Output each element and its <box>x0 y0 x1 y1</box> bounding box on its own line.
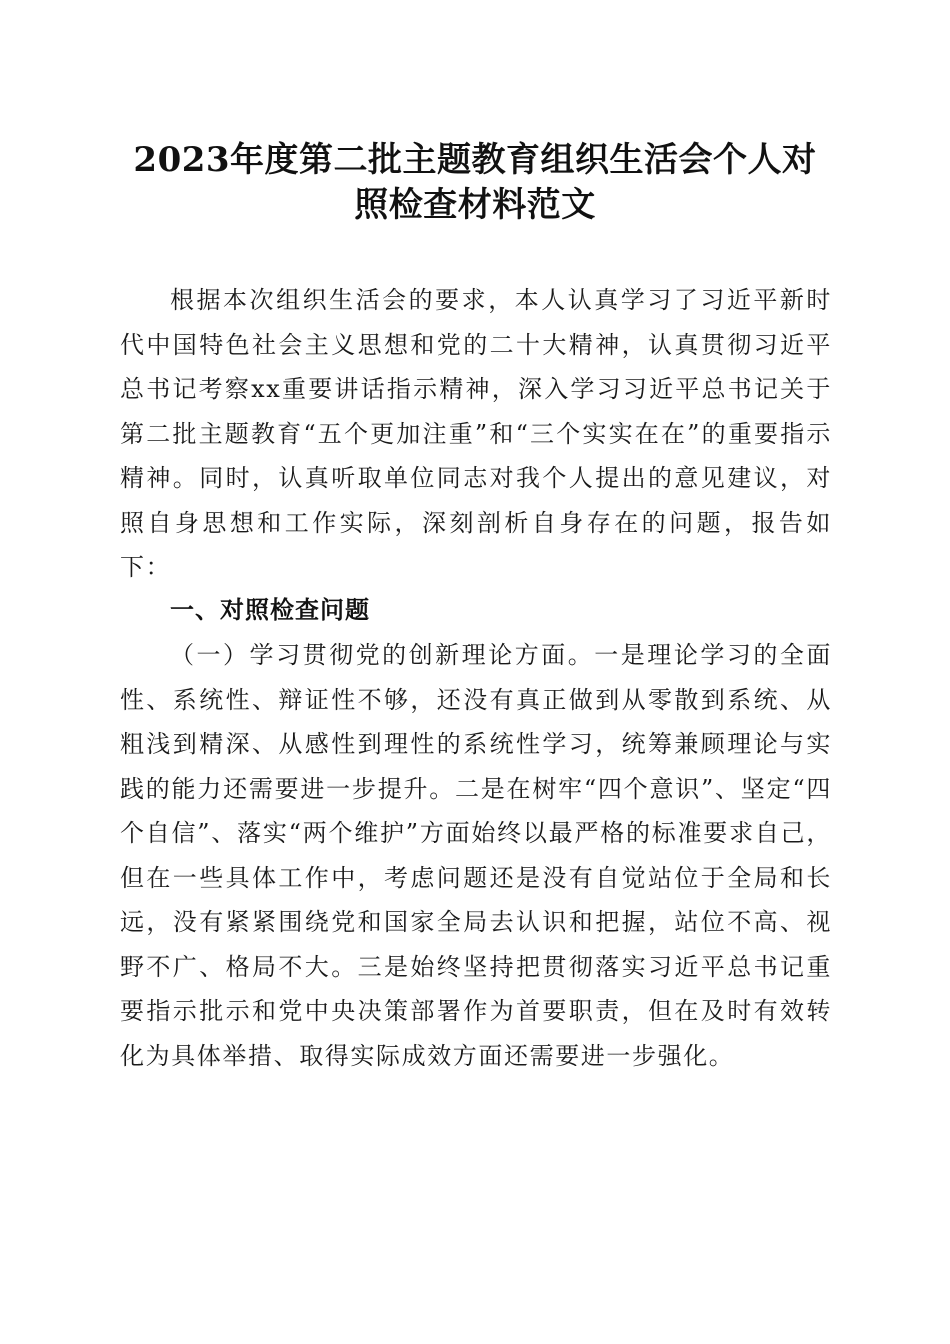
section-paragraph: （一）学习贯彻党的创新理论方面。一是理论学习的全面性、系统性、辩证性不够，还没有真正做到从零散到系统、从粗浅到精深、从感性到理性的系统性学习，统筹兼顾理论与实践的能力还需要进一步提升。二是在树牢“四个意识”、坚定“四个自信”、落实“两个维护”方面始终以最严格的标准要求自己，但在一些具体工作中，考虑问题还是没有自觉站位于全局和长远，没有紧紧围绕党和国家全局去认识和把握，站位不高、视野不广、格局不大。三是始终坚持把贯彻落实习近平总书记重要指示批示和党中央决策部署作为首要职责，但在及时有效转化为具体举措、取得实际成效方面还需要进一步强化。 <box>120 641 832 1070</box>
document-title <box>120 138 830 228</box>
title-line-1: 2023年度第二批主题教育组织生活会个人对 <box>133 140 817 180</box>
section-heading: 一、对照检查问题 <box>170 596 370 624</box>
intro-paragraph: 根据本次组织生活会的要求，本人认真学习了习近平新时代中国特色社会主义思想和党的二十大精神，认真贯彻习近平总书记考察xx重要讲话指示精神，深入学习习近平总书记关于第二批主题教育“五个更加注重”和“三个实实在在”的重要指示精神。同时，认真听取单位同志对我个人提出的意见建议，对照自身思想和工作实际，深刻剖析自身存在的问题，报告如下： <box>120 286 832 581</box>
title-line-2: 照检查材料范文 <box>354 185 596 225</box>
